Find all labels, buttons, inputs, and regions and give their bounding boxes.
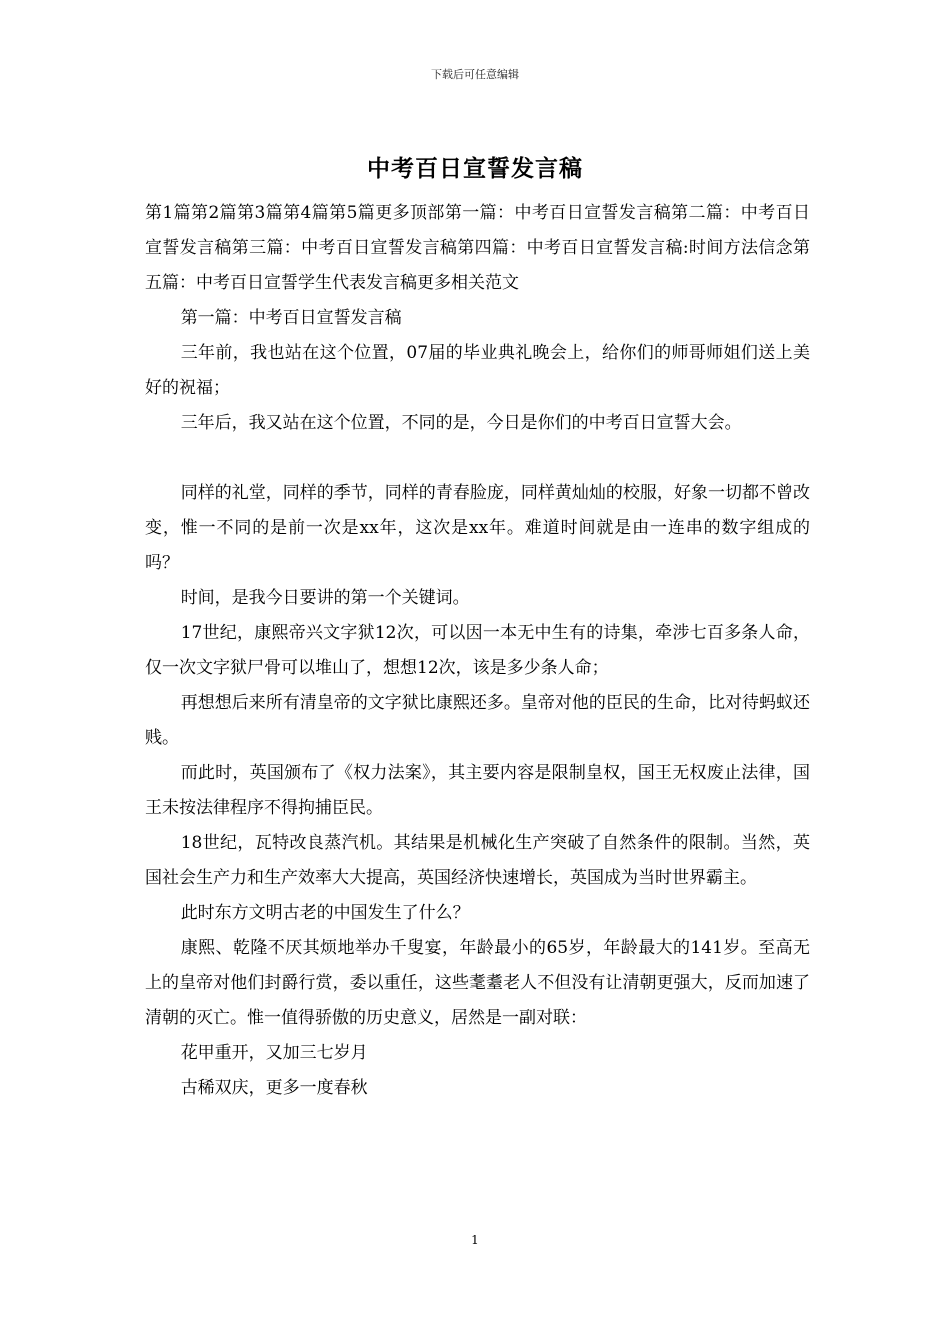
body-paragraph: 三年前，我也站在这个位置，07届的毕业典礼晚会上，给你们的师哥师姐们送上美好的祝福；	[145, 343, 810, 398]
body-paragraph: 而此时，英国颁布了《权力法案》，其主要内容是限制皇权，国王无权废止法律，国王未按法律程序不得拘捕臣民。	[145, 763, 810, 818]
document-title: 中考百日宣誓发言稿	[367, 155, 583, 182]
table-of-contents-paragraph: 第1篇第2篇第3篇第4篇第5篇更多顶部第一篇：中考百日宣誓发言稿第二篇：中考百日宣誓发言稿第三篇：中考百日宣誓发言稿第四篇：中考百日宣誓发言稿:时间方法信念第五篇：中考百日宣誓学生代表发言稿更多相关范文	[145, 203, 810, 293]
couplet-line: 古稀双庆，更多一度春秋	[180, 1078, 368, 1098]
couplet-line: 花甲重开，又加三七岁月	[180, 1043, 368, 1063]
body-paragraph: 再想想后来所有清皇帝的文字狱比康熙还多。皇帝对他的臣民的生命，比对待蚂蚁还贱。	[145, 693, 810, 748]
page-header-note: 下载后可任意编辑	[431, 68, 519, 81]
body-paragraph: 时间，是我今日要讲的第一个关键词。	[180, 588, 470, 608]
document-body	[145, 196, 810, 1106]
section-heading: 第一篇：中考百日宣誓发言稿	[180, 308, 402, 328]
body-paragraph: 三年后，我又站在这个位置，不同的是，今日是你们的中考百日宣誓大会。	[180, 413, 742, 433]
body-paragraph: 康熙、乾隆不厌其烦地举办千叟宴，年龄最小的65岁，年龄最大的141岁。至高无上的皇帝对他们封爵行赏，委以重任，这些耄耋老人不但没有让清朝更强大，反而加速了清朝的灭亡。惟一值得骄傲的历史意义，居然是一副对联：	[145, 938, 810, 1028]
body-paragraph: 17世纪，康熙帝兴文字狱12次，可以因一本无中生有的诗集，牵涉七百多条人命，仅一次文字狱尸骨可以堆山了，想想12次，该是多少条人命；	[145, 623, 810, 678]
body-paragraph: 同样的礼堂，同样的季节，同样的青春脸庞，同样黄灿灿的校服，好象一切都不曾改变，惟一不同的是前一次是xx年，这次是xx年。难道时间就是由一连串的数字组成的吗？	[145, 483, 810, 573]
body-paragraph: 18世纪，瓦特改良蒸汽机。其结果是机械化生产突破了自然条件的限制。当然，英国社会生产力和生产效率大大提高，英国经济快速增长，英国成为当时世界霸主。	[145, 833, 810, 888]
page-number: 1	[471, 1233, 479, 1247]
body-paragraph: 此时东方文明古老的中国发生了什么？	[180, 903, 470, 923]
